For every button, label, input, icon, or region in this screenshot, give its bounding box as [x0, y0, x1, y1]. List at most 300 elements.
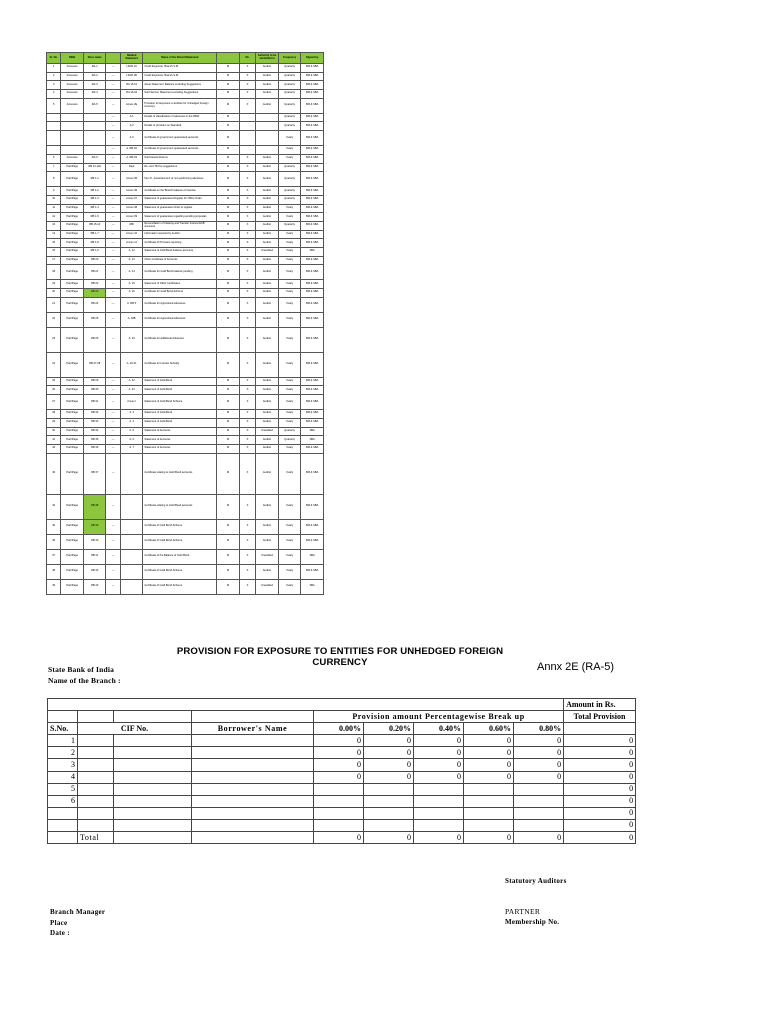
returns-cell: Auditor [256, 204, 279, 213]
returns-cell: Auditor [256, 221, 279, 230]
returns-cell: 30 [47, 427, 61, 436]
returns-cell: X [239, 213, 255, 222]
returns-cell: Part/Page [61, 386, 84, 395]
returns-cell: RB 43 [83, 579, 106, 594]
returns-cell: 39 [47, 579, 61, 594]
returns-cell: Annex 11 [120, 239, 143, 248]
returns-cell: BM & SBA [301, 154, 324, 163]
returns-cell [47, 122, 61, 131]
bank-name: State Bank of India [48, 665, 115, 674]
returns-cell: Credit Exposure: Branch S.M. [143, 72, 217, 81]
returns-cell: Dept [120, 163, 143, 172]
returns-row [47, 122, 324, 131]
returns-cell: Yearly [278, 248, 301, 257]
returns-cell: M [217, 386, 240, 395]
returns-cell: BM & SBA [301, 195, 324, 204]
returns-cell: 25 [47, 377, 61, 386]
returns-cell [61, 113, 84, 122]
returns-cell: LFAR 1B [120, 72, 143, 81]
returns-cell [83, 122, 106, 131]
returns-cell: 29 [47, 418, 61, 427]
returns-cell: RB 20 [83, 256, 106, 265]
returns-cell: 27 [47, 395, 61, 410]
returns-cell: X [239, 453, 255, 494]
returns-cell: X [239, 436, 255, 445]
returns-cell: X [239, 377, 255, 386]
returns-cell [256, 146, 279, 155]
returns-cell: Yearly [278, 564, 301, 579]
returns-cell: RB 39 [83, 519, 106, 534]
provision-value-cell [464, 795, 514, 807]
returns-row [47, 230, 324, 239]
returns-cell: Statement of Gold Bond Scheme [143, 395, 217, 410]
provision-value-cell: 0 [364, 759, 414, 771]
returns-cell: Unaudited [256, 248, 279, 257]
returns-cell: X [239, 395, 255, 410]
cif-cell [114, 807, 192, 819]
annex-label: Annx 2E (RA-5) [537, 661, 615, 673]
cif-cell [114, 771, 192, 783]
returns-cell: M [217, 122, 240, 131]
total-value-cell: 0 [314, 832, 364, 844]
branch-name-label: Name of the Branch : [48, 676, 121, 685]
sno-cell: 6 [48, 795, 78, 807]
returns-cell: A. 4 [120, 418, 143, 427]
returns-cell: Auditor [256, 280, 279, 289]
returns-cell: BM & SBA [301, 564, 324, 579]
returns-cell: A. 22 [120, 377, 143, 386]
returns-cell: Quarterly [278, 221, 301, 230]
returns-cell: A. 3 [120, 410, 143, 419]
cif-cell [78, 807, 114, 819]
returns-row [47, 72, 324, 81]
returns-cell [120, 579, 143, 594]
returns-cell: X [239, 579, 255, 594]
percentage-header: 0.20% [364, 723, 414, 735]
returns-cell: Annexure [61, 81, 84, 90]
returns-row [47, 213, 324, 222]
returns-cell: BM & SBA [301, 172, 324, 187]
returns-cell: BM & SBA [301, 81, 324, 90]
returns-cell: — [106, 265, 120, 280]
returns-cell: SBA [301, 436, 324, 445]
returns-cell: 14 [47, 230, 61, 239]
partner-label: PARTNER [505, 907, 541, 916]
returns-cell: Certificate relating to Gold Bond accounts [143, 453, 217, 494]
returns-cell: Yearly [278, 230, 301, 239]
returns-cell: BM & SBA [301, 418, 324, 427]
returns-cell: X [239, 163, 255, 172]
returns-cell: RB 15-14 [83, 221, 106, 230]
returns-cell: 20 [47, 289, 61, 298]
returns-cell [83, 146, 106, 155]
provision-row [48, 771, 636, 783]
provision-value-cell [414, 819, 464, 831]
returns-row [47, 534, 324, 549]
provision-value-cell: 0 [414, 747, 464, 759]
returns-cell: — [106, 418, 120, 427]
returns-cell: Part/Page [61, 549, 84, 564]
returns-cell: M [217, 163, 240, 172]
returns-cell: Part/Page [61, 564, 84, 579]
borrower-cell [192, 747, 314, 759]
returns-header-cell: No. [239, 53, 255, 64]
cif-cell [114, 832, 192, 844]
returns-cell: SBA [301, 579, 324, 594]
returns-cell: X [239, 352, 255, 377]
returns-cell [120, 549, 143, 564]
returns-cell: Auditor [256, 297, 279, 312]
provision-row [48, 819, 636, 831]
returns-cell: M [217, 172, 240, 187]
returns-cell: Auditor [256, 172, 279, 187]
returns-cell: RBI [120, 221, 143, 230]
returns-cell: RB 32 [83, 410, 106, 419]
returns-row [47, 265, 324, 280]
cif-cell [78, 759, 114, 771]
returns-cell: RB 1-8 [83, 239, 106, 248]
returns-cell: Auditor [256, 453, 279, 494]
returns-cell: BM & SBA [301, 163, 324, 172]
returns-cell: RB 37 [83, 453, 106, 494]
returns-cell: Annex 2E [120, 98, 143, 113]
returns-cell: SBA [301, 427, 324, 436]
provision-value-cell [464, 807, 514, 819]
returns-row [47, 239, 324, 248]
returns-header-cell: RBIA [61, 53, 84, 64]
returns-cell: Yearly [278, 146, 301, 155]
returns-cell: — [106, 239, 120, 248]
returns-cell: M [217, 187, 240, 196]
returns-cell: X [239, 280, 255, 289]
returns-cell: Auditor [256, 195, 279, 204]
provision-row [48, 807, 636, 819]
provision-value-cell: 0 [414, 771, 464, 783]
provision-value-cell [314, 819, 364, 831]
returns-cell: Auditor [256, 265, 279, 280]
returns-cell: X [239, 265, 255, 280]
returns-cell: RB 1-7 [83, 230, 106, 239]
returns-cell: Credit Exposure: Branch S.M. [143, 64, 217, 73]
returns-cell: BM & SBA [301, 146, 324, 155]
returns-cell [61, 146, 84, 155]
returns-cell: Auditor [256, 230, 279, 239]
returns-cell: Auditor [256, 239, 279, 248]
returns-cell: 36 [47, 534, 61, 549]
date-label: Date : [50, 929, 70, 937]
returns-row [47, 519, 324, 534]
returns-cell: Yearly [278, 418, 301, 427]
returns-cell: Certificate of Gold Bond Scheme [143, 519, 217, 534]
returns-cell: M [217, 280, 240, 289]
returns-cell: 16 [47, 248, 61, 257]
provision-value-cell: 0 [464, 771, 514, 783]
blank-header-row [48, 699, 636, 711]
returns-cell: M [217, 410, 240, 419]
returns-cell: Certificate of the Balance of Gold Bond [143, 549, 217, 564]
returns-cell: BM & SBA [301, 395, 324, 410]
returns-cell: X [239, 195, 255, 204]
returns-cell: X [239, 204, 255, 213]
returns-cell: A. 14 [120, 265, 143, 280]
returns-cell: Auditor [256, 256, 279, 265]
returns-cell: Part/Page [61, 239, 84, 248]
returns-cell [239, 146, 255, 155]
returns-cell: Quarterly [278, 90, 301, 99]
returns-cell: RB 26 [83, 327, 106, 352]
provision-value-cell [464, 819, 514, 831]
returns-cell: A. 23 [120, 386, 143, 395]
returns-cell: M [217, 248, 240, 257]
returns-cell: — [106, 146, 120, 155]
returns-cell: RB 27-28 [83, 352, 106, 377]
returns-cell: 23 [47, 327, 61, 352]
returns-cell: M [217, 534, 240, 549]
returns-cell: 18 [47, 265, 61, 280]
returns-cell: Part/Page [61, 248, 84, 257]
returns-cell: 3 [47, 81, 61, 90]
returns-row [47, 146, 324, 155]
sno-cell: 4 [48, 771, 78, 783]
returns-cell: — [106, 248, 120, 257]
returns-cell: Part/Page [61, 256, 84, 265]
returns-cell: BM & SBA [301, 204, 324, 213]
borrower-cell [192, 795, 314, 807]
returns-cell: A. 5 [120, 427, 143, 436]
returns-cell [47, 146, 61, 155]
returns-cell: Auditor [256, 436, 279, 445]
returns-header-cell: Signed by [301, 53, 324, 64]
returns-cell: Yearly [278, 256, 301, 265]
cif-header: CIF No. [78, 723, 192, 735]
provision-value-cell: 0 [514, 747, 564, 759]
percentage-header: 0.00% [314, 723, 364, 735]
returns-row [47, 131, 324, 146]
returns-cell: Auditor [256, 163, 279, 172]
group-header-row [48, 711, 636, 723]
borrower-cell [192, 807, 314, 819]
returns-cell: Provision for Exposure to Entities for Unhedged Foreign Currency [143, 98, 217, 113]
cif-cell [78, 783, 114, 795]
returns-row [47, 327, 324, 352]
cif-cell [114, 819, 192, 831]
returns-header-cell: Related Statement [120, 53, 143, 64]
returns-cell: Statement of Gold Bond [143, 386, 217, 395]
returns-cell [47, 131, 61, 146]
returns-cell: — [106, 436, 120, 445]
returns-cell: 22 [47, 312, 61, 327]
returns-cell: 7 [47, 163, 61, 172]
returns-cell: Unaudited [256, 579, 279, 594]
returns-cell: Yearly [278, 297, 301, 312]
returns-header-cell: Sr. No. [47, 53, 61, 64]
returns-cell: Quarterly [278, 98, 301, 113]
returns-cell: A. 15 [120, 280, 143, 289]
returns-cell: Yearly [278, 494, 301, 519]
returns-cell: M [217, 256, 240, 265]
returns-cell: Auditor [256, 154, 279, 163]
returns-cell: — [106, 163, 120, 172]
returns-cell: Part/Page [61, 187, 84, 196]
returns-cell: 10 [47, 195, 61, 204]
returns-cell: BM & SBA [301, 289, 324, 298]
returns-cell: Annex 10 [120, 230, 143, 239]
returns-cell: A. RB 5 [120, 297, 143, 312]
provision-row [48, 735, 636, 747]
total-value-cell: 0 [514, 832, 564, 844]
returns-cell: BM & SBA [301, 221, 324, 230]
returns-cell: Annexure [61, 72, 84, 81]
returns-cell: RB 31 [83, 395, 106, 410]
returns-header-cell: Docs.name [83, 53, 106, 64]
returns-cell: RB 35 [83, 436, 106, 445]
returns-cell: RA-5 [83, 98, 106, 113]
returns-cell: Quarterly [278, 64, 301, 73]
returns-cell: — [106, 98, 120, 113]
returns-cell: 35 [47, 519, 61, 534]
returns-cell: Auditor [256, 395, 279, 410]
provision-value-cell [414, 783, 464, 795]
returns-cell: RB 38 [83, 494, 106, 519]
returns-cell: A.1 [120, 113, 143, 122]
provision-value-cell: 0 [314, 735, 364, 747]
provision-row [48, 759, 636, 771]
returns-cell: RB 21 [83, 265, 106, 280]
returns-cell: 1 [47, 64, 61, 73]
provision-value-cell [514, 783, 564, 795]
returns-cell: RB 1-1 [83, 172, 106, 187]
returns-cell: BM & SBA [301, 312, 324, 327]
returns-cell: Statement of Accounts [143, 427, 217, 436]
returns-cell: — [106, 221, 120, 230]
returns-cell: Part/Page [61, 519, 84, 534]
returns-cell: RB 14-140 [83, 163, 106, 172]
returns-cell: A. 6 [120, 436, 143, 445]
returns-cell: Auditor [256, 386, 279, 395]
returns-cell: BM & SBA [301, 131, 324, 146]
returns-cell: — [106, 213, 120, 222]
total-provision-cell: 0 [564, 747, 636, 759]
returns-cell: BM & SBA [301, 386, 324, 395]
returns-cell: RB 22 [83, 280, 106, 289]
returns-cell: RA-6 [83, 154, 106, 163]
returns-row [47, 297, 324, 312]
returns-cell: X [239, 427, 255, 436]
returns-cell: A. 13 [120, 256, 143, 265]
provision-value-cell: 0 [464, 735, 514, 747]
returns-cell: BM & SBA [301, 534, 324, 549]
returns-cell: M [217, 195, 240, 204]
returns-cell: 32 [47, 444, 61, 453]
returns-cell: BM & SBA [301, 113, 324, 122]
returns-cell: X [239, 289, 255, 298]
returns-cell: — [106, 352, 120, 377]
returns-cell: Yearly [278, 453, 301, 494]
returns-cell: A. 16 [120, 289, 143, 298]
returns-cell: BM & SBA [301, 377, 324, 386]
returns-cell: Re- and 753 for suggestions [143, 163, 217, 172]
returns-cell: M [217, 239, 240, 248]
provision-value-cell [464, 783, 514, 795]
returns-cell: Part/Page [61, 534, 84, 549]
returns-cell: Statement of Accounts [143, 436, 217, 445]
returns-cell: Quarterly [278, 113, 301, 122]
returns-cell: BM & SBA [301, 410, 324, 419]
returns-cell: Certificate of government guaranteed accounts [143, 146, 217, 155]
returns-cell: RB 23 [83, 289, 106, 298]
returns-cell: M [217, 230, 240, 239]
returns-cell: X [239, 549, 255, 564]
total-provision-header: Total Provision [564, 711, 636, 723]
returns-checklist-table [46, 52, 324, 595]
returns-cell: Auditor [256, 64, 279, 73]
returns-cell: Yearly [278, 377, 301, 386]
returns-cell: BM & SBA [301, 98, 324, 113]
returns-cell: Certificate of government guaranteed accounts [143, 131, 217, 146]
returns-cell [239, 122, 255, 131]
column-header-row [48, 723, 636, 735]
returns-cell: — [106, 280, 120, 289]
returns-cell: RA-3 [83, 81, 106, 90]
cif-cell [78, 771, 114, 783]
returns-cell: Certificate for Interest Subsidy [143, 352, 217, 377]
provision-value-cell [364, 807, 414, 819]
returns-cell: Auditor [256, 187, 279, 196]
returns-cell: Annex 07 [120, 195, 143, 204]
returns-cell: 2 [47, 72, 61, 81]
returns-row [47, 248, 324, 257]
total-provision-cell: 0 [564, 735, 636, 747]
returns-cell: Certificate for Gold Bond Scheme [143, 289, 217, 298]
returns-cell: Auditor [256, 327, 279, 352]
returns-row [47, 494, 324, 519]
provision-value-cell [364, 783, 414, 795]
returns-cell: Yearly [278, 265, 301, 280]
returns-cell: — [106, 187, 120, 196]
returns-cell: Certificate relating to Gold Bond accounts [143, 494, 217, 519]
borrower-cell [192, 771, 314, 783]
returns-cell: Quarterly [278, 163, 301, 172]
returns-cell [120, 453, 143, 494]
cif-cell [114, 735, 192, 747]
provision-row [48, 747, 636, 759]
returns-cell: BM & SBA [301, 494, 324, 519]
total-label: Total [78, 832, 114, 844]
returns-cell: Statement of Gold Bond [143, 377, 217, 386]
returns-cell: Information required by Auditor [143, 230, 217, 239]
returns-cell: M [217, 564, 240, 579]
returns-cell: SBA [301, 248, 324, 257]
cif-cell [78, 747, 114, 759]
returns-cell: Part/Page [61, 204, 84, 213]
returns-cell: Part/Page [61, 436, 84, 445]
returns-cell: Auditor [256, 213, 279, 222]
returns-cell: BM & SBA [301, 122, 324, 131]
returns-cell: Quarterly [278, 122, 301, 131]
returns-cell: 34 [47, 494, 61, 519]
returns-cell: — [106, 427, 120, 436]
returns-row [47, 187, 324, 196]
cif-cell [78, 735, 114, 747]
returns-cell: RB 42 [83, 564, 106, 579]
returns-cell: M [217, 64, 240, 73]
returns-cell: 11 [47, 204, 61, 213]
returns-cell: 19 [47, 280, 61, 289]
provision-value-cell: 0 [314, 771, 364, 783]
sno-cell: 1 [48, 735, 78, 747]
provision-value-cell [364, 795, 414, 807]
returns-cell: 38 [47, 564, 61, 579]
